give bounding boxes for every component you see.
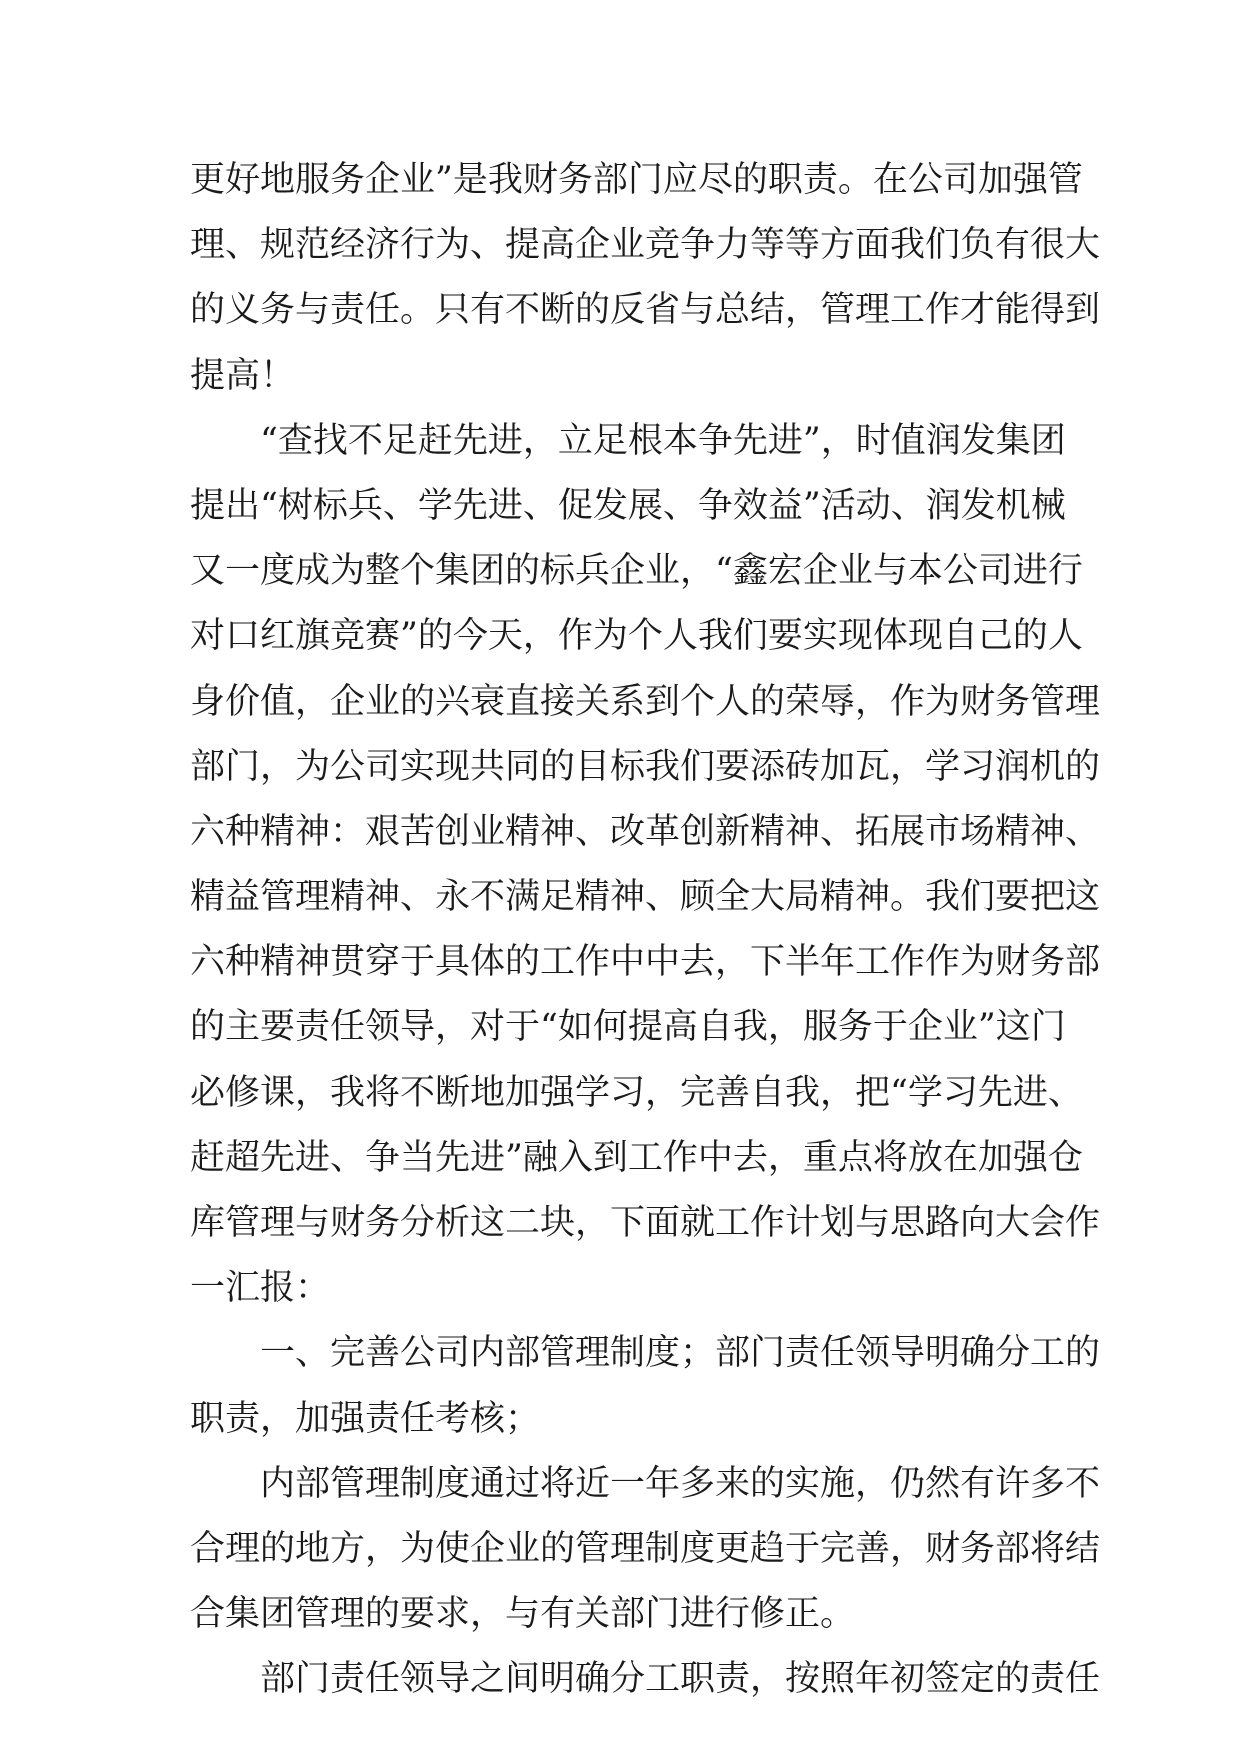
text-line: 提出“树标兵、学先进、促发展、争效益”活动、润发机械	[190, 485, 1066, 526]
text-line: 部门责任领导之间明确分工职责，按照年初签定的责任	[260, 1659, 1101, 1700]
text-line: 一汇报：	[190, 1268, 331, 1309]
text-line: 内部管理制度通过将近一年多来的实施，仍然有许多不	[260, 1463, 1101, 1504]
text-line: 合集团管理的要求，与有关部门进行修正。	[190, 1594, 856, 1635]
text-line: 又一度成为整个集团的标兵企业，“鑫宏企业与本公司进行	[190, 551, 1083, 592]
text-line: 赶超先进、争当先进”融入到工作中去，重点将放在加强仓	[190, 1137, 1083, 1178]
text-line: 库管理与财务分析这二块，下面就工作计划与思路向大会作	[190, 1203, 1101, 1243]
text-line: 的主要责任领导，对于“如何提高自我，服务于企业”这门	[190, 1007, 1066, 1048]
text-line: 合理的地方，为使企业的管理制度更趋于完善，财务部将结	[190, 1528, 1101, 1569]
text-line: 必修课，我将不断地加强学习，完善自我，把“学习先进、	[190, 1072, 1083, 1113]
text-line: 六种精神：艰苦创业精神、改革创新精神、拓展市场精神、	[190, 811, 1101, 852]
text-line: 部门，为公司实现共同的目标我们要添砖加瓦，学习润机的	[190, 746, 1101, 787]
text-line: 理、规范经济行为、提高企业竞争力等等方面我们负有很大	[190, 225, 1101, 266]
text-line: 一、完善公司内部管理制度；部门责任领导明确分工的	[260, 1333, 1101, 1374]
text-line: 提高！	[190, 355, 296, 396]
text-line: 的义务与责任。只有不断的反省与总结，管理工作才能得到	[190, 290, 1101, 331]
text-line: 精益管理精神、永不满足精神、顾全大局精神。我们要把这	[190, 877, 1101, 918]
text-line: 职责，加强责任考核；	[190, 1398, 541, 1439]
text-line: 身价值，企业的兴衰直接关系到个人的荣辱，作为财务管理	[190, 681, 1101, 722]
body-text	[190, 148, 1101, 1713]
text-line: 更好地服务企业”是我财务部门应尽的职责。在公司加强管	[190, 160, 1083, 200]
text-line: 六种精神贯穿于具体的工作中中去，下半年工作作为财务部	[190, 942, 1101, 983]
text-line: 对口红旗竞赛”的今天，作为个人我们要实现体现自己的人	[190, 616, 1083, 657]
text-line: “查找不足赶先进，立足根本争先进”，时值润发集团	[260, 420, 1066, 461]
